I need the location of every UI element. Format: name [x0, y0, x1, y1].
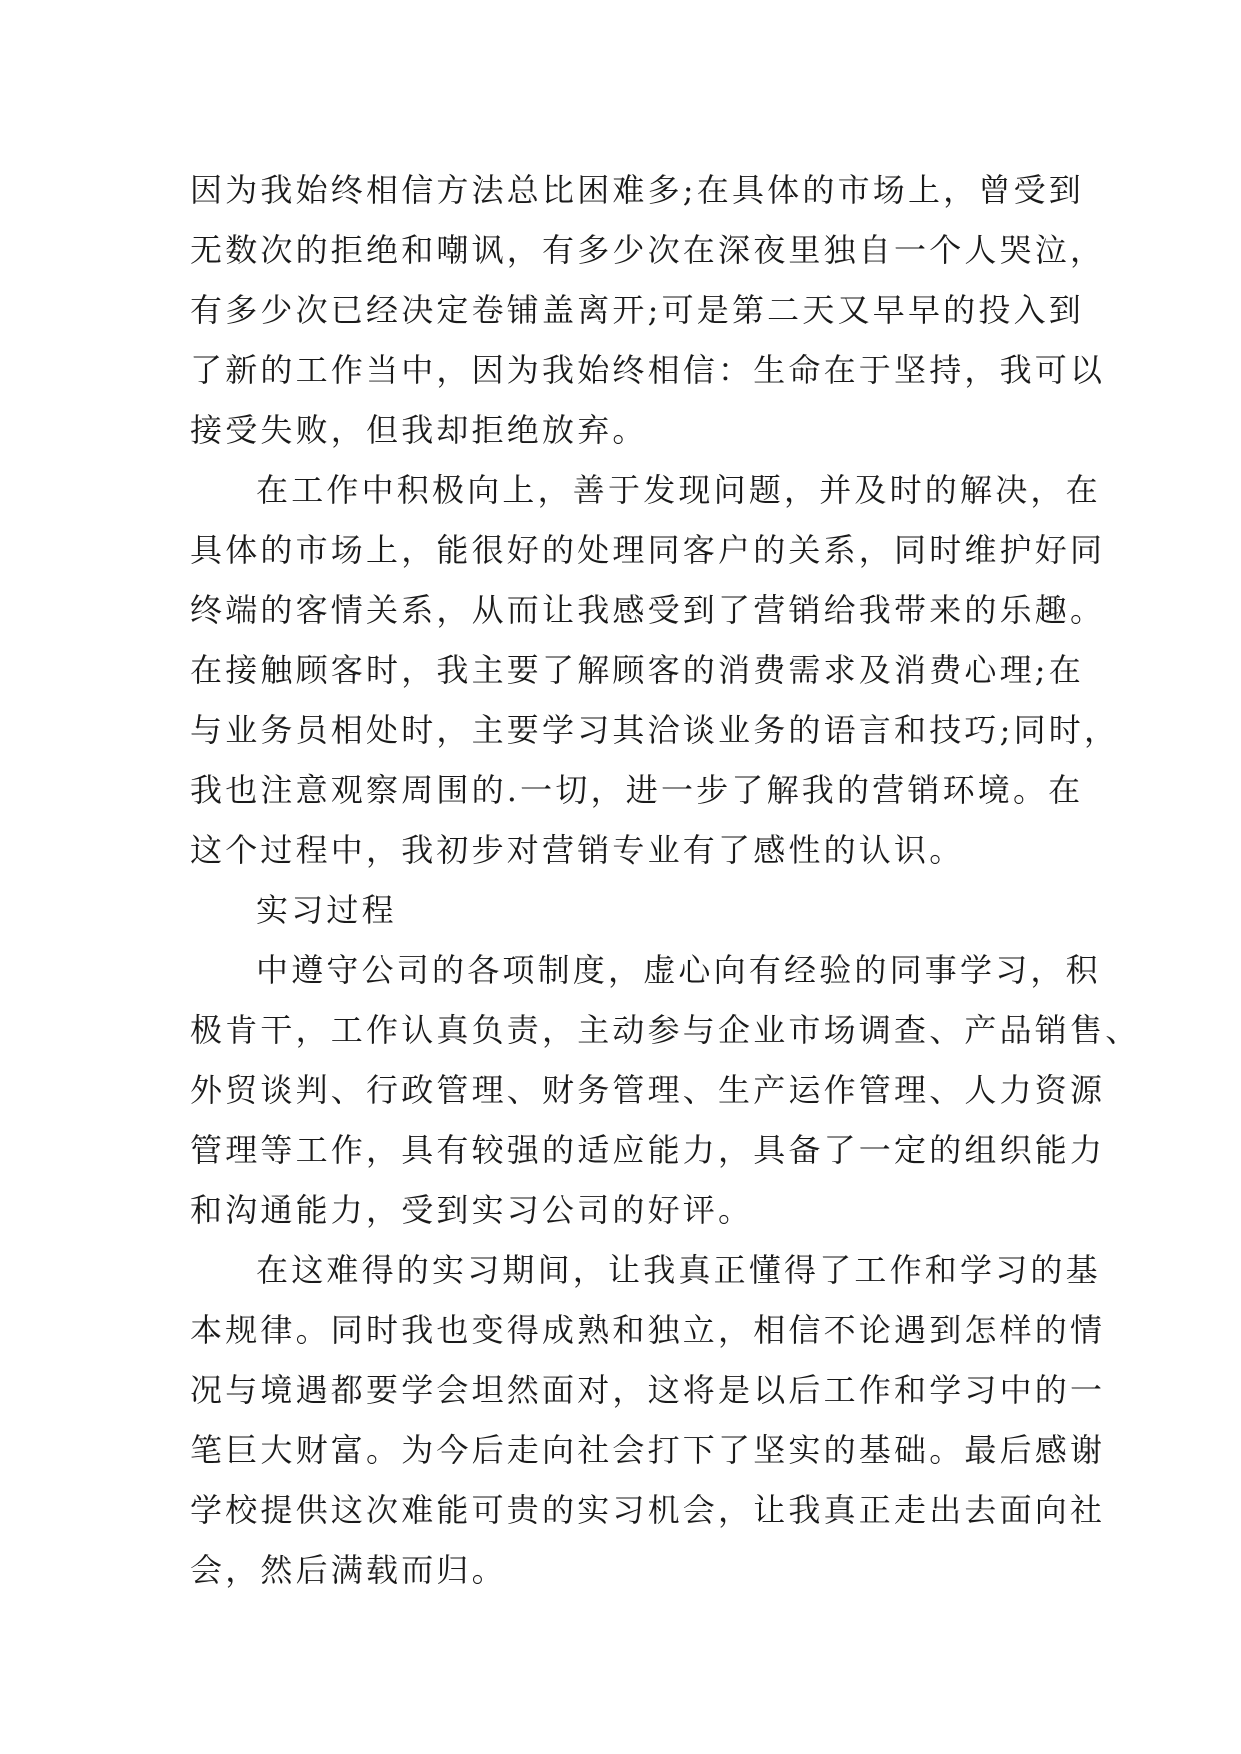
text-line: 因为我始终相信方法总比困难多;在具体的市场上，曾受到: [190, 171, 1084, 209]
paragraph-start-line: 在工作中积极向上，善于发现问题，并及时的解决，在: [256, 471, 1101, 509]
text-line: 与业务员相处时，主要学习其洽谈业务的语言和技巧;同时，: [190, 711, 1120, 749]
text-line: 了新的工作当中，因为我始终相信：生命在于坚持，我可以: [190, 351, 1106, 389]
text-line: 本规律。同时我也变得成熟和独立，相信不论遇到怎样的情: [190, 1311, 1106, 1349]
text-line: 况与境遇都要学会坦然面对，这将是以后工作和学习中的一: [190, 1371, 1106, 1409]
text-line: 外贸谈判、行政管理、财务管理、生产运作管理、人力资源: [190, 1071, 1106, 1109]
section-heading: 实习过程: [256, 891, 397, 929]
text-line: 具体的市场上，能很好的处理同客户的关系，同时维护好同: [190, 531, 1106, 569]
paragraph-start-line: 中遵守公司的各项制度，虚心向有经验的同事学习，积: [256, 951, 1101, 989]
text-line: 极肯干，工作认真负责，主动参与企业市场调查、产品销售、: [190, 1011, 1141, 1049]
text-line: 会，然后满载而归。: [190, 1551, 507, 1589]
paragraph-start-line: 在这难得的实习期间，让我真正懂得了工作和学习的基: [256, 1251, 1101, 1289]
document-body: [190, 160, 1141, 1600]
text-line: 和沟通能力，受到实习公司的好评。: [190, 1191, 754, 1229]
text-line: 接受失败，但我却拒绝放弃。: [190, 411, 648, 449]
text-line: 终端的客情关系，从而让我感受到了营销给我带来的乐趣。: [190, 591, 1106, 629]
text-line: 这个过程中，我初步对营销专业有了感性的认识。: [190, 831, 965, 869]
text-line: 无数次的拒绝和嘲讽，有多少次在深夜里独自一个人哭泣，: [190, 231, 1106, 269]
text-line: 有多少次已经决定卷铺盖离开;可是第二天又早早的投入到: [190, 291, 1084, 329]
text-line: 学校提供这次难能可贵的实习机会，让我真正走出去面向社: [190, 1491, 1106, 1529]
text-line: 管理等工作，具有较强的适应能力，具备了一定的组织能力: [190, 1131, 1106, 1169]
text-line: 笔巨大财富。为今后走向社会打下了坚实的基础。最后感谢: [190, 1431, 1106, 1469]
text-line: 在接触顾客时，我主要了解顾客的消费需求及消费心理;在: [190, 651, 1084, 689]
text-line: 我也注意观察周围的.一切，进一步了解我的营销环境。在: [190, 771, 1084, 809]
